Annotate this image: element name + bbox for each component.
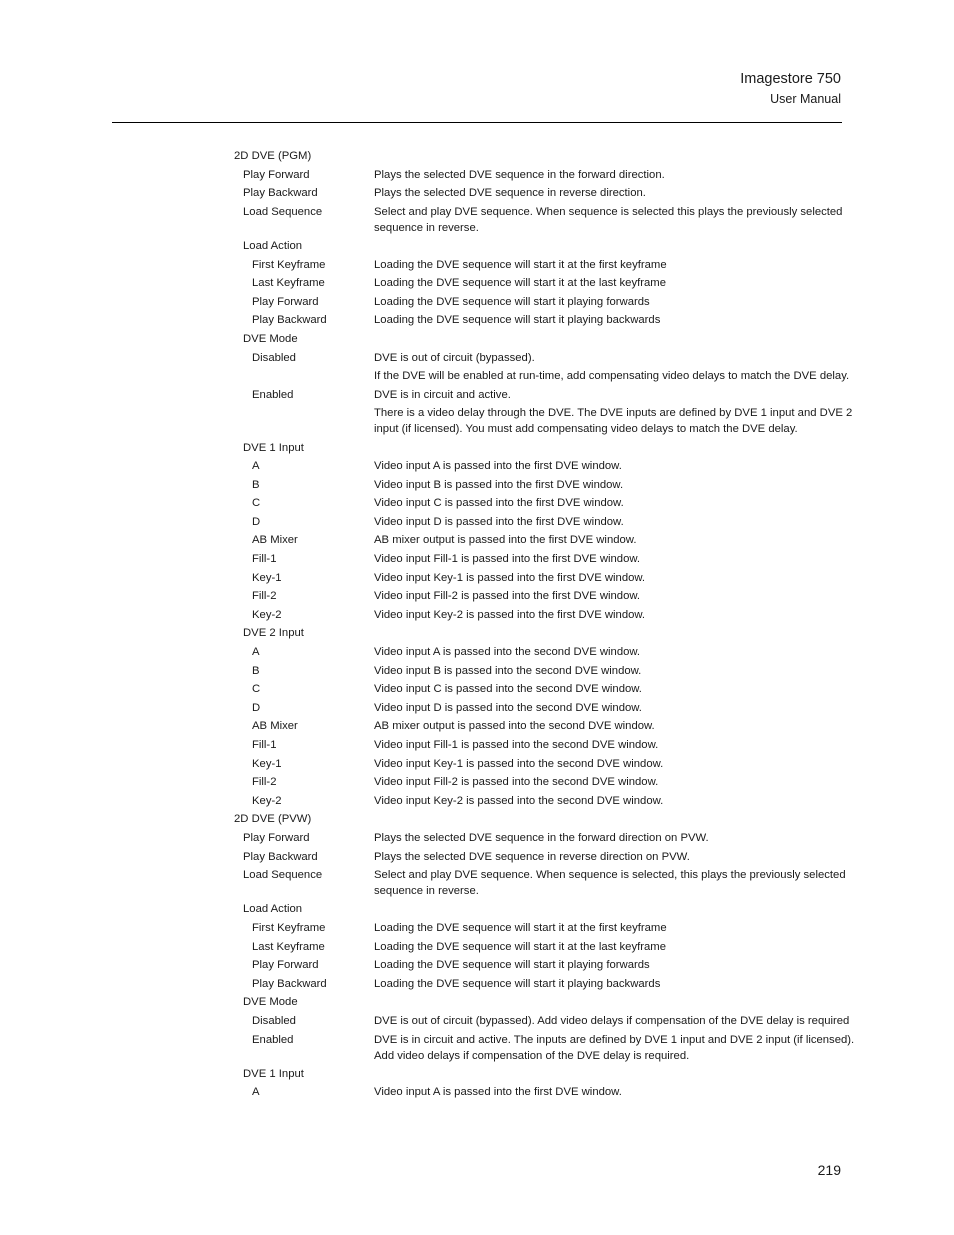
definition-description: AB mixer output is passed into the first DVE window. xyxy=(374,534,637,547)
definition-term: Play Forward xyxy=(252,295,319,308)
definition-description: Video input Key-2 is passed into the second DVE window. xyxy=(374,794,664,807)
definition-term: DVE Mode xyxy=(243,332,298,345)
definition-description: Video input Fill-2 is passed into the first DVE window. xyxy=(374,590,641,603)
definition-description: Loading the DVE sequence will start it playing forwards xyxy=(374,959,650,972)
definition-row xyxy=(0,588,954,607)
definition-description: Video input A is passed into the first DVE window. xyxy=(374,460,622,473)
definition-term: Fill-1 xyxy=(252,553,277,566)
definition-description: Plays the selected DVE sequence in reverse direction on PVW. xyxy=(374,850,690,863)
definition-row xyxy=(0,185,954,204)
definition-term: Play Backward xyxy=(252,314,327,327)
definition-term: Key-1 xyxy=(252,757,282,770)
definition-description: Loading the DVE sequence will start it at the first keyframe xyxy=(374,921,667,934)
definition-term: Play Forward xyxy=(243,831,310,844)
definition-term: First Keyframe xyxy=(252,258,326,271)
definition-term: Key-1 xyxy=(252,571,282,584)
definition-term: C xyxy=(252,683,261,696)
definition-row xyxy=(0,976,954,995)
definition-term: DVE Mode xyxy=(243,996,298,1009)
definition-description: Video input Fill-2 is passed into the second DVE window. xyxy=(374,776,659,789)
definition-term: Fill-1 xyxy=(252,739,277,751)
definition-description: Video input D is passed into the second DVE window. xyxy=(374,701,642,714)
definition-row xyxy=(0,756,954,775)
definition-term: B xyxy=(252,664,260,677)
definition-description: Video input B is passed into the first DVE window. xyxy=(374,478,624,491)
definition-term: D xyxy=(252,701,261,714)
definition-term: D xyxy=(252,515,261,528)
definition-row xyxy=(0,1032,954,1066)
definition-row xyxy=(0,257,954,276)
definition-term: DVE 2 Input xyxy=(243,627,304,640)
definition-term: First Keyframe xyxy=(252,921,326,934)
definition-description: Video input A is passed into the second DVE window. xyxy=(374,646,641,659)
definition-row xyxy=(0,920,954,939)
definition-description: Plays the selected DVE sequence in reverse direction. xyxy=(374,187,646,200)
definition-term: Load Sequence xyxy=(243,205,323,218)
definition-row xyxy=(0,405,954,439)
definition-description: DVE is out of circuit (bypassed). xyxy=(374,351,535,364)
definition-description: Video input Key-1 is passed into the first DVE window. xyxy=(374,571,646,584)
definition-description: DVE is in circuit and active. xyxy=(374,388,511,401)
definition-term: Play Forward xyxy=(243,168,310,181)
definition-description: Video input D is passed into the first DVE window. xyxy=(374,515,624,528)
definition-term: Key-2 xyxy=(252,608,282,621)
definition-term: Key-2 xyxy=(252,794,282,807)
definition-row xyxy=(0,1013,954,1032)
definition-description: Video input Fill-1 is passed into the first DVE window. xyxy=(374,553,641,566)
definition-row xyxy=(0,387,954,406)
definition-row xyxy=(0,830,954,849)
definition-term: Play Backward xyxy=(252,977,327,990)
definition-term: C xyxy=(252,497,261,510)
definition-row xyxy=(0,331,954,350)
definition-term: Disabled xyxy=(252,1014,296,1027)
page-header-title: Imagestore 750 xyxy=(740,71,841,87)
definition-row xyxy=(0,148,954,167)
definition-description: Video input C is passed into the second DVE window. xyxy=(374,683,642,696)
definition-term: Load Action xyxy=(243,239,303,252)
definition-term: Load Sequence xyxy=(243,869,323,882)
definition-row xyxy=(0,551,954,570)
definition-row xyxy=(0,901,954,920)
definition-term: AB Mixer xyxy=(252,720,298,733)
definition-term: A xyxy=(252,460,260,473)
definition-row xyxy=(0,440,954,459)
definition-description: Video input C is passed into the first DVE window. xyxy=(374,497,624,510)
definition-description: Video input A is passed into the first DVE window. xyxy=(374,1086,622,1099)
definition-description: Loading the DVE sequence will start it playing backwards xyxy=(374,314,661,327)
definition-term: Enabled xyxy=(252,388,294,401)
definition-row xyxy=(0,957,954,976)
definition-row xyxy=(0,994,954,1013)
definition-row xyxy=(0,1066,954,1085)
definition-term: A xyxy=(252,646,260,659)
definition-row xyxy=(0,718,954,737)
definition-term: DVE 1 Input xyxy=(243,441,304,454)
definition-description: Loading the DVE sequence will start it at the first keyframe xyxy=(374,258,667,271)
definition-row xyxy=(0,681,954,700)
definition-term: AB Mixer xyxy=(252,534,298,547)
definition-row xyxy=(0,570,954,589)
definition-term: 2D DVE (PGM) xyxy=(234,150,312,162)
definition-row xyxy=(0,514,954,533)
definition-description: Plays the selected DVE sequence in the forward direction on PVW. xyxy=(374,831,709,844)
definition-row xyxy=(0,939,954,958)
definition-description: Video input Fill-1 is passed into the second DVE window. xyxy=(374,739,659,751)
header-rule xyxy=(112,122,842,123)
definition-row xyxy=(0,458,954,477)
definition-term: Last Keyframe xyxy=(252,940,325,953)
page-number: 219 xyxy=(817,1162,841,1178)
definition-term: Fill-2 xyxy=(252,590,277,603)
definition-row xyxy=(0,167,954,186)
page-header-subtitle: User Manual xyxy=(770,92,841,106)
definition-term: Last Keyframe xyxy=(252,277,325,290)
definition-description: Plays the selected DVE sequence in the forward direction. xyxy=(374,168,665,181)
definition-row xyxy=(0,700,954,719)
definition-description: Video input Key-2 is passed into the first DVE window. xyxy=(374,608,646,621)
definition-term: DVE 1 Input xyxy=(243,1067,304,1080)
definition-description: Select and play DVE sequence. When sequence is selected this plays the previously selected sequence in reverse. xyxy=(374,205,843,234)
definition-row xyxy=(0,774,954,793)
definition-row xyxy=(0,1084,954,1103)
definition-term: Enabled xyxy=(252,1033,294,1046)
definition-row xyxy=(0,294,954,313)
definition-row xyxy=(0,495,954,514)
definition-row xyxy=(0,312,954,331)
definition-description: Video input B is passed into the second DVE window. xyxy=(374,664,642,677)
definition-row xyxy=(0,644,954,663)
definition-term: Fill-2 xyxy=(252,776,277,789)
definition-description: There is a video delay through the DVE. The DVE inputs are defined by DVE 1 input and DVE 2 input (if licensed). You must add compensating video delays to match the DVE delay. xyxy=(374,407,853,436)
definition-term: Play Forward xyxy=(252,959,319,972)
definition-row xyxy=(0,477,954,496)
definition-row xyxy=(0,275,954,294)
definition-description: Video input Key-1 is passed into the second DVE window. xyxy=(374,757,664,770)
definition-row xyxy=(0,867,954,901)
definition-description: If the DVE will be enabled at run-time, add compensating video delays to match the DVE delay. xyxy=(374,370,850,383)
definition-term: Disabled xyxy=(252,351,296,364)
definition-row xyxy=(0,350,954,369)
definition-term: 2D DVE (PVW) xyxy=(234,813,312,826)
definition-description: Select and play DVE sequence. When sequence is selected, this plays the previously selected sequence in reverse. xyxy=(374,869,846,898)
definition-description: Loading the DVE sequence will start it playing backwards xyxy=(374,977,661,990)
definition-term: Load Action xyxy=(243,903,303,916)
definition-description: AB mixer output is passed into the second DVE window. xyxy=(374,720,655,733)
definition-description: DVE is out of circuit (bypassed). Add video delays if compensation of the DVE delay is required xyxy=(374,1014,850,1027)
definition-description: Loading the DVE sequence will start it at the last keyframe xyxy=(374,940,666,953)
definition-term: B xyxy=(252,478,260,491)
definition-row xyxy=(0,238,954,257)
definition-row xyxy=(0,625,954,644)
definition-description: Loading the DVE sequence will start it playing forwards xyxy=(374,295,650,308)
definition-list xyxy=(0,148,954,1103)
definition-row xyxy=(0,204,954,238)
definition-term: A xyxy=(252,1086,260,1099)
definition-row xyxy=(0,737,954,756)
definition-row xyxy=(0,811,954,830)
definition-row xyxy=(0,793,954,812)
definition-description: DVE is in circuit and active. The inputs are defined by DVE 1 input and DVE 2 input (if licensed). Add video delays if compensation of the DVE delay is required. xyxy=(374,1033,855,1062)
definition-row xyxy=(0,607,954,626)
definition-description: Loading the DVE sequence will start it at the last keyframe xyxy=(374,277,666,290)
definition-row xyxy=(0,849,954,868)
definition-term: Play Backward xyxy=(243,850,318,863)
definition-row xyxy=(0,532,954,551)
definition-term: Play Backward xyxy=(243,187,318,200)
definition-row xyxy=(0,663,954,682)
definition-row xyxy=(0,368,954,387)
